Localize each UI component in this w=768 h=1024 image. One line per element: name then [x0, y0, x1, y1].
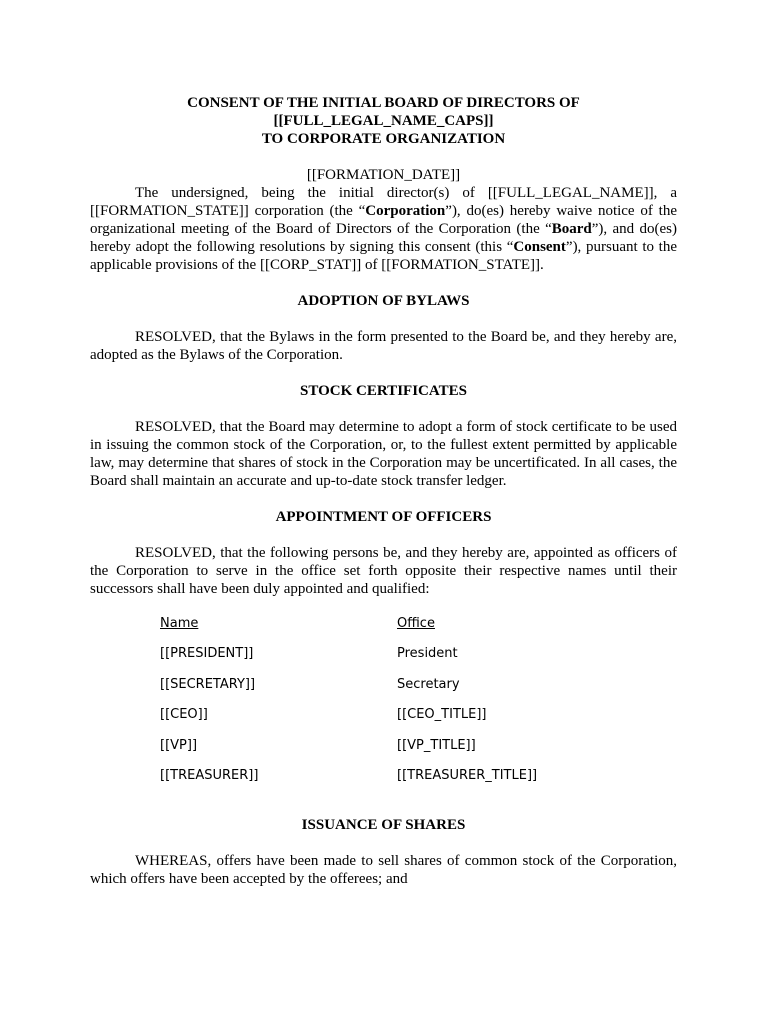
formation-date: [[FORMATION_DATE]] [306, 167, 461, 183]
officers-table-header [160, 616, 677, 646]
title-line-2: [[FULL_LEGAL_NAME_CAPS]] [273, 113, 494, 129]
officers-resolution: RESOLVED, that the following persons be, and they hereby are, appointed as officers of the Corporation to serve in the office set forth opposite their respective names until their successors shall have been duly appointed and qualified: [90, 545, 677, 597]
officer-name: [[VP]] [160, 737, 198, 753]
defined-term-board: Board [551, 221, 592, 237]
title-line-1: CONSENT OF THE INITIAL BOARD OF DIRECTORS OF [187, 95, 580, 111]
table-row [160, 646, 677, 676]
table-row [160, 738, 677, 768]
defined-term-corporation: Corporation [365, 203, 446, 219]
heading-stock-certificates: STOCK CERTIFICATES [300, 383, 467, 399]
defined-term-consent: Consent [513, 239, 566, 255]
officer-office: [[TREASURER_TITLE]] [397, 767, 538, 783]
heading-issuance-of-shares: ISSUANCE OF SHARES [301, 817, 466, 834]
document-page [90, 94, 677, 888]
heading-appointment-of-officers: APPOINTMENT OF OFFICERS [275, 509, 492, 525]
intro-text-2: ”), do(es) hereby waive notice of the organizational meeting of the Board of Directors of the Corporation (the “ [90, 203, 677, 237]
table-row [160, 707, 677, 737]
intro-paragraph [90, 184, 677, 274]
bylaws-resolution: RESOLVED, that the Bylaws in the form presented to the Board be, and they hereby are, adopted as the Bylaws of the Corporation. [90, 329, 677, 363]
table-row [160, 768, 677, 798]
officer-name: [[CEO]] [160, 707, 208, 723]
officer-office: [[VP_TITLE]] [397, 737, 476, 753]
officer-name: [[PRESIDENT]] [160, 646, 254, 662]
officer-office: Secretary [397, 676, 460, 692]
stock-certificates-resolution: RESOLVED, that the Board may determine to adopt a form of stock certificate to be used in issuing the common stock of the Corporation, or, to the fullest extent permitted by applicable law, may determine that shares of stock in the Corporation may be uncertificated. In all cases, the Board shall maintain an accurate and up-to-date stock transfer ledger. [90, 419, 677, 489]
officers-table [160, 616, 677, 798]
heading-adoption-of-bylaws: ADOPTION OF BYLAWS [297, 293, 470, 309]
title-line-3: TO CORPORATE ORGANIZATION [261, 131, 506, 147]
intro-text-3: ”), and do(es) hereby adopt the following resolutions by signing this consent (this “ [90, 221, 677, 255]
document-title [90, 94, 677, 148]
intro-text-4: ”), pursuant to the applicable provisions of the [[CORP_STAT]] of [[FORMATION_STATE]]. [90, 239, 677, 273]
column-header-office: Office [397, 616, 435, 631]
issuance-whereas: WHEREAS, offers have been made to sell shares of common stock of the Corporation, which offers have been accepted by the offerees; and [90, 853, 677, 888]
officer-office: [[CEO_TITLE]] [397, 707, 487, 723]
officer-name: [[SECRETARY]] [160, 676, 256, 692]
table-row [160, 677, 677, 707]
intro-text-1: The undersigned, being the initial director(s) of [[FULL_LEGAL_NAME]], a [[FORMATION_STATE]] corporation (the “ [90, 185, 677, 219]
officer-name: [[TREASURER]] [160, 767, 259, 783]
column-header-name: Name [160, 616, 199, 631]
officer-office: President [397, 646, 458, 662]
